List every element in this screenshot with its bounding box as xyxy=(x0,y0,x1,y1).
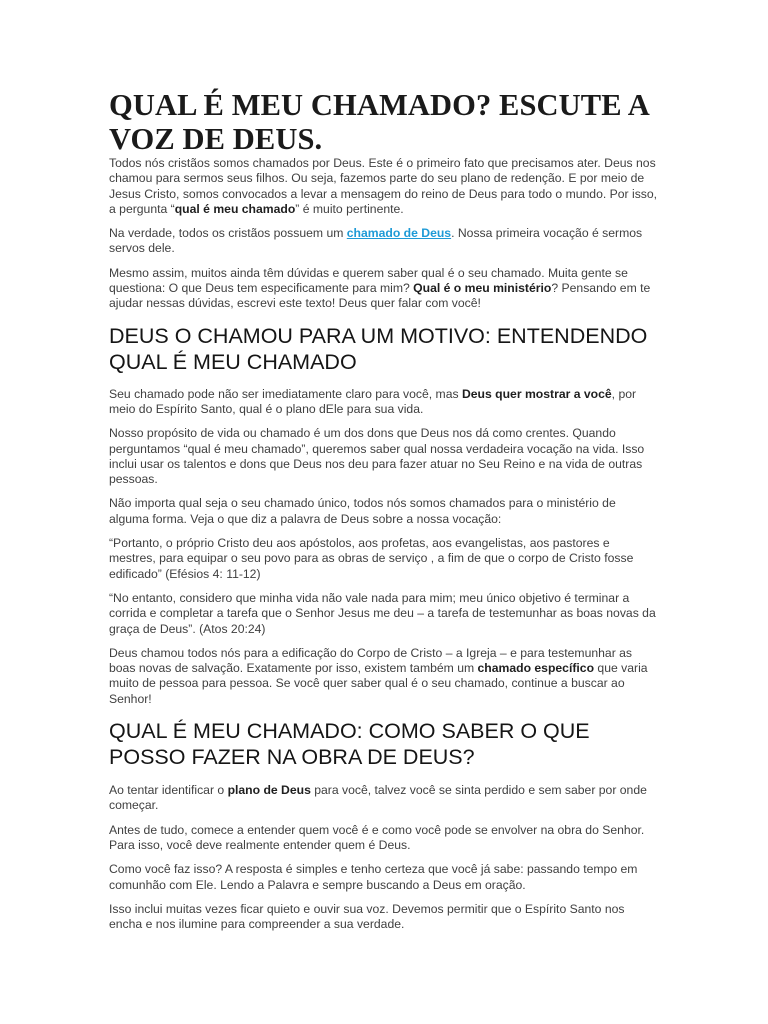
paragraph xyxy=(109,646,659,707)
bold-text: chamado específico xyxy=(477,661,595,676)
text: ? Pensando em te ajudar nessas dúvidas, escrevi este texto! Deus quer falar com você! xyxy=(109,281,651,311)
paragraph xyxy=(109,266,659,312)
text: . Nossa primeira vocação é sermos servos dele. xyxy=(109,226,643,256)
bold-text: plano de Deus xyxy=(227,783,311,798)
paragraph xyxy=(109,387,659,418)
bold-text: Qual é o meu ministério xyxy=(413,281,552,296)
paragraph xyxy=(109,156,659,217)
paragraph: Isso inclui muitas vezes ficar quieto e ouvir sua voz. Devemos permitir que o Espírito Santo nos encha e nos ilumine para compreender a sua verdade. xyxy=(109,901,625,932)
text: Mesmo assim, muitos ainda têm dúvidas e querem saber qual é o seu chamado. Muita gente se questiona: O que Deus tem especificamente para mim? xyxy=(109,265,628,296)
text: que varia muito de pessoa para pessoa. Se você quer saber qual é o seu chamado, continue a buscar ao Senhor! xyxy=(109,661,648,706)
paragraph: Como você faz isso? A resposta é simples e tenho certeza que você já sabe: passando tempo em comunhão com Ele. Lendo a Palavra e sempre buscando a Deus em oração. xyxy=(109,862,638,892)
text: Seu chamado pode não ser imediatamente claro para você, mas xyxy=(109,386,462,401)
text: Na verdade, todos os cristãos possuem um xyxy=(109,226,347,241)
bold-text: Deus quer mostrar a você xyxy=(461,386,612,401)
chamado-de-deus-link[interactable]: chamado de Deus xyxy=(346,226,452,241)
paragraph: Não importa qual seja o seu chamado único, todos nós somos chamados para o ministério de alguma forma. Veja o que diz a palavra de Deus sobre a nossa vocação: xyxy=(109,496,616,526)
bold-text: qual é meu chamado xyxy=(174,201,296,216)
text: para você, talvez você se sinta perdido e sem saber por onde começar. xyxy=(109,783,647,813)
quote-paragraph: “Portanto, o próprio Cristo deu aos apóstolos, aos profetas, aos evangelistas, aos pastores e mestres, para equipar o seu povo para as obras de serviço , a fim de que o corpo de Cristo fosse edificado” (Efésios 4: 11-12) xyxy=(109,536,634,581)
page-title: QUAL É MEU CHAMADO? ESCUTE A VOZ DE DEUS. xyxy=(109,88,649,156)
text: ” é muito pertinente. xyxy=(295,201,404,216)
paragraph xyxy=(109,226,659,257)
text: Deus chamou todos nós para a edificação do Corpo de Cristo – a Igreja – e para testemunhar as boas novas de salvação. Exatamente por isso, existem também um xyxy=(109,645,633,676)
paragraph xyxy=(109,783,659,814)
section-heading: DEUS O CHAMOU PARA UM MOTIVO: ENTENDENDO QUAL É MEU CHAMADO xyxy=(109,323,648,374)
text: Todos nós cristãos somos chamados por Deus. Este é o primeiro fato que precisamos ater. Deus nos chamou para sermos seus filhos. Ou seja, fazemos parte do seu plano de redenção. E por meio de Jesus Cristo, somos convocados a levar a mensagem do reino de Deus para todo o mundo. Por isso, a pergunta “ xyxy=(109,156,658,216)
section-heading: QUAL É MEU CHAMADO: COMO SABER O QUE POSSO FAZER NA OBRA DE DEUS? xyxy=(109,719,590,770)
paragraph: Nosso propósito de vida ou chamado é um dos dons que Deus nos dá como crentes. Quando perguntamos “qual é meu chamado”, queremos saber qual nossa verdadeira vocação na vida. Isso inclui usar os talentos e dons que Deus nos deu para fazer atuar no Seu Reino e na vida de outras pessoas. xyxy=(109,426,645,487)
article xyxy=(109,88,659,932)
text: , por meio do Espírito Santo, qual é o plano dEle para sua vida. xyxy=(109,386,637,416)
text: Ao tentar identificar o xyxy=(109,783,228,798)
quote-paragraph: “No entanto, considero que minha vida não vale nada para mim; meu único objetivo é terminar a corrida e completar a tarefa que o Senhor Jesus me deu – a tarefa de testemunhar as boas novas da graça de Deus”. (Atos 20:24) xyxy=(109,590,656,636)
paragraph: Antes de tudo, comece a entender quem você é e como você pode se envolver na obra do Senhor. Para isso, você deve realmente entender quem é Deus. xyxy=(109,822,645,852)
